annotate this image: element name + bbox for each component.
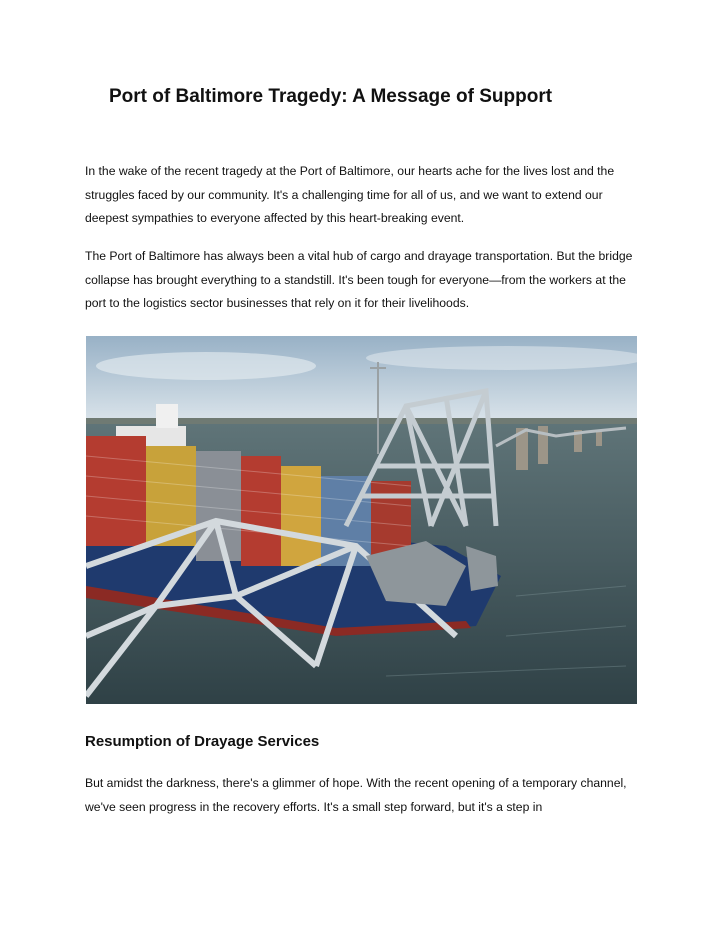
recovery-paragraph: But amidst the darkness, there's a glimmer of hope. With the recent opening of a temporary channel, we've seen progress in the recovery efforts. It's a small step forward, but it's a step in: [85, 776, 627, 814]
section-heading: Resumption of Drayage Services: [85, 733, 320, 750]
bridge-collapse-photo: [86, 336, 637, 704]
intro-paragraph: In the wake of the recent tragedy at the Port of Baltimore, our hearts ache for the lives lost and the struggles faced by our community. It's a challenging time for all of us, and we want to extend our deepest sympathies to everyone affected by this heart-breaking event.: [85, 164, 615, 225]
page-title: Port of Baltimore Tragedy: A Message of Support: [109, 86, 553, 107]
port-paragraph: The Port of Baltimore has always been a vital hub of cargo and drayage transportation. But the bridge collapse has brought everything to a standstill. It's been tough for everyone—from the workers at the port to the logistics sector businesses that rely on it for their livelihoods.: [85, 249, 633, 310]
